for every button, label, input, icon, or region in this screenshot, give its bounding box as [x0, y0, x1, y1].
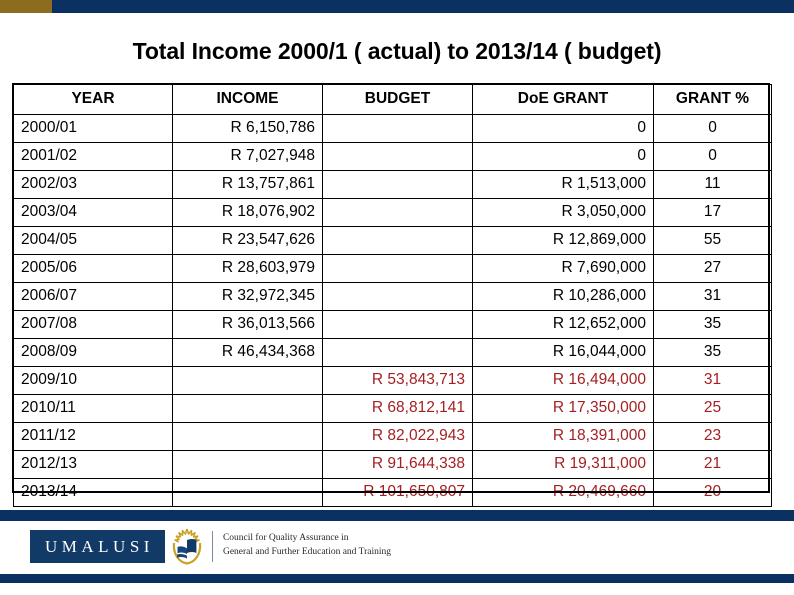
- table-row: [14, 143, 772, 171]
- cell-income: R 46,434,368: [173, 339, 323, 367]
- cell-budget: [323, 311, 473, 339]
- cell-doe-grant: R 3,050,000: [473, 199, 654, 227]
- cell-doe-grant: R 16,494,000: [473, 367, 654, 395]
- column-header-doe-grant: DoE GRANT: [473, 85, 654, 115]
- table-row: [14, 171, 772, 199]
- cell-doe-grant: 0: [473, 115, 654, 143]
- cell-year: 2004/05: [14, 227, 173, 255]
- cell-doe-grant: R 17,350,000: [473, 395, 654, 423]
- cell-doe-grant: R 20,469,660: [473, 479, 654, 507]
- cell-income: [173, 395, 323, 423]
- cell-budget: [323, 283, 473, 311]
- cell-budget: R 68,812,141: [323, 395, 473, 423]
- footer-rule-bottom: [0, 574, 794, 583]
- table-row: [14, 479, 772, 507]
- table-row: [14, 451, 772, 479]
- top-accent-bar-gold: [0, 0, 52, 13]
- cell-budget: R 53,843,713: [323, 367, 473, 395]
- cell-year: 2006/07: [14, 283, 173, 311]
- footer-tagline-line1: Council for Quality Assurance in: [222, 533, 349, 544]
- cell-year: 2001/02: [14, 143, 173, 171]
- table-row: [14, 423, 772, 451]
- table-row: [14, 311, 772, 339]
- cell-grant-pct: 11: [654, 171, 772, 199]
- cell-income: [173, 479, 323, 507]
- cell-grant-pct: 17: [654, 199, 772, 227]
- cell-year: 2012/13: [14, 451, 173, 479]
- cell-doe-grant: R 12,652,000: [473, 311, 654, 339]
- cell-grant-pct: 23: [654, 423, 772, 451]
- cell-budget: [323, 199, 473, 227]
- page-title: Total Income 2000/1 ( actual) to 2013/14 ( budget): [132, 38, 662, 64]
- cell-doe-grant: R 16,044,000: [473, 339, 654, 367]
- cell-income: [173, 423, 323, 451]
- cell-doe-grant: R 12,869,000: [473, 227, 654, 255]
- cell-year: 2000/01: [14, 115, 173, 143]
- table-row: [14, 199, 772, 227]
- column-header-income: INCOME: [173, 85, 323, 115]
- table-header-row: [14, 85, 772, 115]
- column-header-year: YEAR: [14, 85, 173, 115]
- cell-income: R 6,150,786: [173, 115, 323, 143]
- cell-year: 2010/11: [14, 395, 173, 423]
- cell-year: 2002/03: [14, 171, 173, 199]
- income-table-container: [13, 84, 771, 507]
- cell-grant-pct: 27: [654, 255, 772, 283]
- cell-budget: [323, 339, 473, 367]
- cell-income: R 36,013,566: [173, 311, 323, 339]
- cell-grant-pct: 35: [654, 311, 772, 339]
- income-table: [13, 84, 772, 507]
- table-row: [14, 227, 772, 255]
- table-row: [14, 367, 772, 395]
- cell-grant-pct: 20: [654, 479, 772, 507]
- cell-income: R 32,972,345: [173, 283, 323, 311]
- cell-year: 2013/14: [14, 479, 173, 507]
- cell-income: R 13,757,861: [173, 171, 323, 199]
- cell-income: R 18,076,902: [173, 199, 323, 227]
- table-row: [14, 255, 772, 283]
- cell-grant-pct: 0: [654, 115, 772, 143]
- cell-grant-pct: 35: [654, 339, 772, 367]
- cell-year: 2005/06: [14, 255, 173, 283]
- cell-doe-grant: R 1,513,000: [473, 171, 654, 199]
- cell-income: R 7,027,948: [173, 143, 323, 171]
- cell-year: 2011/12: [14, 423, 173, 451]
- cell-doe-grant: R 18,391,000: [473, 423, 654, 451]
- table-row: [14, 339, 772, 367]
- cell-grant-pct: 31: [654, 367, 772, 395]
- cell-budget: [323, 115, 473, 143]
- footer-divider: [212, 531, 213, 562]
- cell-doe-grant: R 10,286,000: [473, 283, 654, 311]
- cell-income: R 28,603,979: [173, 255, 323, 283]
- cell-grant-pct: 21: [654, 451, 772, 479]
- top-accent-bar-navy: [52, 0, 794, 13]
- cell-year: 2003/04: [14, 199, 173, 227]
- footer-tagline: [223, 532, 391, 560]
- umalusi-wordmark: UMALUSI: [30, 530, 165, 563]
- cell-grant-pct: 31: [654, 283, 772, 311]
- column-header-grant-pct: GRANT %: [654, 85, 772, 115]
- cell-income: [173, 451, 323, 479]
- cell-year: 2008/09: [14, 339, 173, 367]
- cell-budget: [323, 255, 473, 283]
- cell-grant-pct: 25: [654, 395, 772, 423]
- cell-year: 2009/10: [14, 367, 173, 395]
- cell-grant-pct: 55: [654, 227, 772, 255]
- cell-budget: R 91,644,338: [323, 451, 473, 479]
- table-row: [14, 283, 772, 311]
- cell-budget: R 101,650,807: [323, 479, 473, 507]
- cell-year: 2007/08: [14, 311, 173, 339]
- umalusi-emblem-icon: [170, 527, 204, 565]
- column-header-budget: BUDGET: [323, 85, 473, 115]
- cell-budget: [323, 227, 473, 255]
- footer-tagline-line2: General and Further Education and Training: [222, 547, 392, 557]
- cell-income: R 23,547,626: [173, 227, 323, 255]
- cell-grant-pct: 0: [654, 143, 772, 171]
- cell-budget: [323, 143, 473, 171]
- cell-doe-grant: R 7,690,000: [473, 255, 654, 283]
- cell-doe-grant: R 19,311,000: [473, 451, 654, 479]
- footer-rule-top: [0, 510, 794, 521]
- cell-income: [173, 367, 323, 395]
- table-row: [14, 115, 772, 143]
- table-body: [14, 115, 772, 507]
- umalusi-logo: [30, 527, 391, 565]
- cell-doe-grant: 0: [473, 143, 654, 171]
- table-row: [14, 395, 772, 423]
- cell-budget: [323, 171, 473, 199]
- cell-budget: R 82,022,943: [323, 423, 473, 451]
